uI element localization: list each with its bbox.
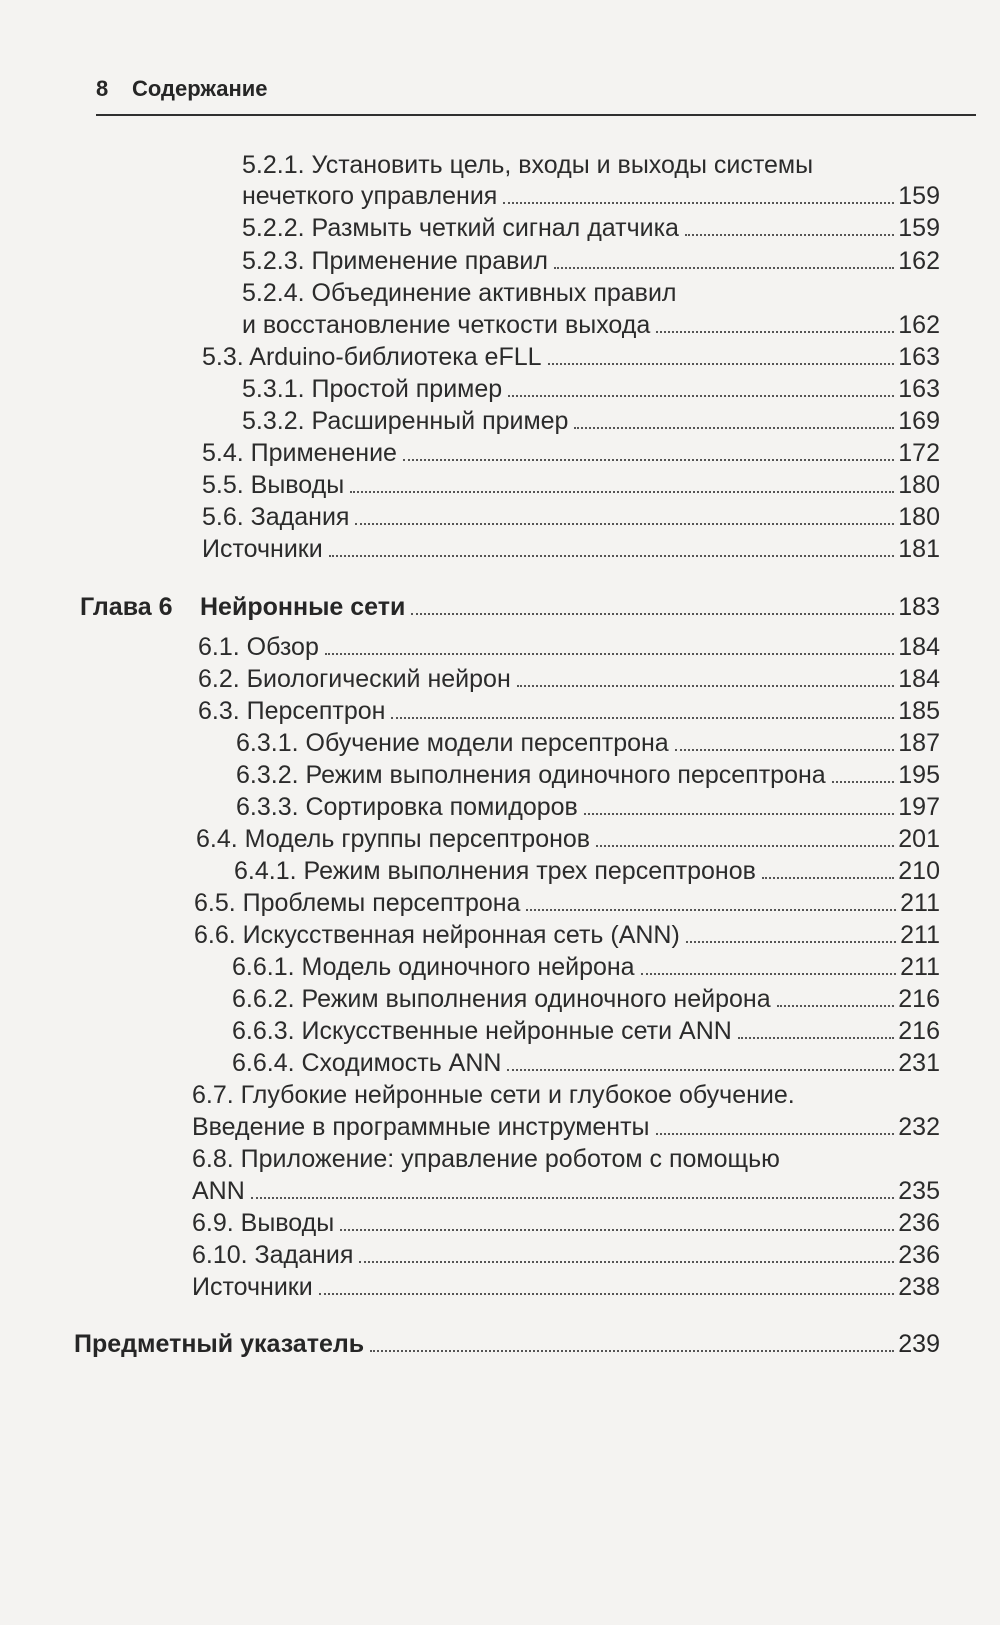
toc-entry-label: 6.1. Обзор [198, 633, 319, 661]
dot-leader [503, 202, 894, 204]
toc-page-number: 231 [898, 1049, 940, 1077]
toc-entry-label: 5.4. Применение [202, 439, 397, 467]
toc-entry-label: Источники [192, 1273, 313, 1301]
toc-entry-6-9 [192, 1208, 940, 1238]
toc-entry-label: нечеткого управления [242, 182, 498, 210]
toc-entry-5-2-2 [242, 213, 940, 243]
toc-entry-6-7-line1: 6.7. Глубокие нейронные сети и глубокое обучение. [192, 1081, 795, 1109]
dot-leader [517, 685, 895, 687]
dot-leader [656, 331, 894, 333]
index-title: Предметный указатель [74, 1330, 365, 1358]
toc-entry-5-3 [202, 342, 940, 372]
toc-entry-6-6-2 [232, 984, 940, 1014]
dot-leader [686, 941, 896, 943]
toc-page-number: 180 [898, 503, 940, 531]
dot-leader [340, 1229, 894, 1231]
toc-entry-label: 6.3.2. Режим выполнения одиночного персептрона [236, 761, 826, 789]
toc-entry-5-2-1 [242, 181, 940, 211]
toc-entry-label: Источники [202, 535, 323, 563]
toc-entry-sources-6 [192, 1272, 940, 1302]
toc-entry-6-6-4 [232, 1048, 940, 1078]
toc-entry-6-6 [194, 920, 940, 950]
toc-entry-label: ANN [192, 1177, 245, 1205]
toc-page-number: 162 [898, 311, 940, 339]
dot-leader [641, 973, 897, 975]
dot-leader [554, 267, 894, 269]
dot-leader [329, 555, 895, 557]
toc-page-number: 232 [898, 1113, 940, 1141]
dot-leader [370, 1350, 894, 1352]
toc-entry-label: 5.2.3. Применение правил [242, 247, 548, 275]
toc-page-number: 162 [898, 247, 940, 275]
toc-page-number: 216 [898, 1017, 940, 1045]
chapter-number: Глава 6 [80, 593, 173, 621]
header-rule [96, 114, 976, 116]
toc-page-number: 180 [898, 471, 940, 499]
toc-entry-sources-5 [202, 534, 940, 564]
toc-entry-6-1 [198, 632, 940, 662]
toc-page-number: 211 [900, 889, 940, 917]
toc-entry-5-2-3 [242, 246, 940, 276]
toc-page-number: 211 [900, 921, 940, 949]
toc-entry-6-6-3 [232, 1016, 940, 1046]
toc-page-number: 183 [898, 593, 940, 621]
toc-entry-6-4 [196, 824, 940, 854]
toc-entry-label: 6.4.1. Режим выполнения трех персептронов [234, 857, 756, 885]
toc-entry-5-2-1-line1: 5.2.1. Установить цель, входы и выходы системы [242, 151, 814, 179]
toc-entry-5-4 [202, 438, 940, 468]
dot-leader [685, 234, 894, 236]
dot-leader [675, 749, 895, 751]
toc-entry-label: 6.3.1. Обучение модели персептрона [236, 729, 669, 757]
dot-leader [596, 845, 894, 847]
dot-leader [548, 363, 895, 365]
toc-page-number: 159 [898, 214, 940, 242]
dot-leader [777, 1005, 895, 1007]
toc-entry-6-5 [194, 888, 940, 918]
dot-leader [762, 877, 894, 879]
dot-leader [656, 1133, 895, 1135]
dot-leader [403, 459, 894, 461]
toc-entry-5-6 [202, 502, 940, 532]
toc-entry-6-3-2 [236, 760, 940, 790]
toc-entry-label: 6.6. Искусственная нейронная сеть (ANN) [194, 921, 680, 949]
toc-entry-6-6-1 [232, 952, 940, 982]
toc-page-number: 210 [898, 857, 940, 885]
toc-page-number: 235 [898, 1177, 940, 1205]
page-number: 8 [96, 76, 109, 101]
toc-page-number: 181 [898, 535, 940, 563]
dot-leader [319, 1293, 895, 1295]
dot-leader [574, 427, 894, 429]
toc-entry-label: 6.5. Проблемы персептрона [194, 889, 521, 917]
dot-leader [832, 781, 895, 783]
toc-entry-label: 5.6. Задания [202, 503, 350, 531]
toc-page-number: 211 [900, 953, 940, 981]
toc-entry-6-8 [192, 1176, 940, 1206]
toc-entry-label: 5.5. Выводы [202, 471, 345, 499]
dot-leader [507, 1069, 894, 1071]
toc-entry-6-8-line1: 6.8. Приложение: управление роботом с помощью [192, 1145, 780, 1173]
toc-entry-6-10 [192, 1240, 940, 1270]
toc-entry-label: 6.4. Модель группы персептронов [196, 825, 591, 853]
dot-leader [325, 653, 894, 655]
toc-page-number: 159 [898, 182, 940, 210]
toc-entry-6-3 [198, 696, 940, 726]
toc-entry-6-2 [198, 664, 940, 694]
running-title: Содержание [132, 76, 268, 101]
dot-leader [526, 909, 896, 911]
toc-page-number: 216 [898, 985, 940, 1013]
toc-entry-label: 5.3. Arduino-библиотека eFLL [202, 343, 542, 371]
toc-page-number: 163 [898, 375, 940, 403]
page-header [96, 76, 976, 116]
dot-leader [359, 1261, 894, 1263]
toc-page-number: 184 [898, 633, 940, 661]
toc-page-number: 197 [898, 793, 940, 821]
toc-entry-label: 6.9. Выводы [192, 1209, 335, 1237]
toc-entry-label: 5.3.1. Простой пример [242, 375, 503, 403]
dot-leader [411, 613, 894, 615]
toc-page-number: 201 [898, 825, 940, 853]
toc-page-number: 238 [898, 1273, 940, 1301]
toc-entry-label: 6.2. Биологический нейрон [198, 665, 511, 693]
toc-page-number: 163 [898, 343, 940, 371]
dot-leader [584, 813, 894, 815]
toc-entry-5-3-2 [242, 406, 940, 436]
toc-entry-label: 5.3.2. Расширенный пример [242, 407, 569, 435]
dot-leader [355, 523, 894, 525]
toc-page-number: 187 [898, 729, 940, 757]
dot-leader [391, 717, 894, 719]
toc-page-number: 239 [898, 1330, 940, 1358]
dot-leader [508, 395, 894, 397]
toc-entry-5-5 [202, 470, 940, 500]
toc-entry-5-2-4-line1: 5.2.4. Объединение активных правил [242, 279, 677, 307]
toc-page-number: 195 [898, 761, 940, 789]
toc-page-number: 172 [898, 439, 940, 467]
toc-entry-label: Введение в программные инструменты [192, 1113, 650, 1141]
toc-entry-5-2-4 [242, 310, 940, 340]
toc-entry-6-3-1 [236, 728, 940, 758]
toc-page-number: 184 [898, 665, 940, 693]
toc-entry-label: 6.3.3. Сортировка помидоров [236, 793, 578, 821]
toc-entry-label: 6.6.1. Модель одиночного нейрона [232, 953, 635, 981]
toc-entry-label: и восстановление четкости выхода [242, 311, 651, 339]
toc-entry-6-7 [192, 1112, 940, 1142]
toc-entry-label: 6.3. Персептрон [198, 697, 386, 725]
toc-index [74, 1328, 940, 1360]
toc-page-number: 169 [898, 407, 940, 435]
toc-entry-label: 6.10. Задания [192, 1241, 354, 1269]
toc-entry-label: 6.6.2. Режим выполнения одиночного нейрона [232, 985, 771, 1013]
dot-leader [738, 1037, 894, 1039]
toc-entry-label: 5.2.2. Размыть четкий сигнал датчика [242, 214, 679, 242]
toc-entry-label: 6.6.3. Искусственные нейронные сети ANN [232, 1017, 732, 1045]
toc-entry-label: 6.6.4. Сходимость ANN [232, 1049, 502, 1077]
toc-entry-6-4-1 [234, 856, 940, 886]
toc-page-number: 185 [898, 697, 940, 725]
dot-leader [350, 491, 894, 493]
toc-page-number: 236 [898, 1209, 940, 1237]
toc-page-number: 236 [898, 1241, 940, 1269]
toc-entry-6-3-3 [236, 792, 940, 822]
chapter-title: Нейронные сети [200, 593, 406, 621]
toc-entry-5-3-1 [242, 374, 940, 404]
toc-chapter-6 [80, 591, 940, 623]
dot-leader [251, 1197, 894, 1199]
